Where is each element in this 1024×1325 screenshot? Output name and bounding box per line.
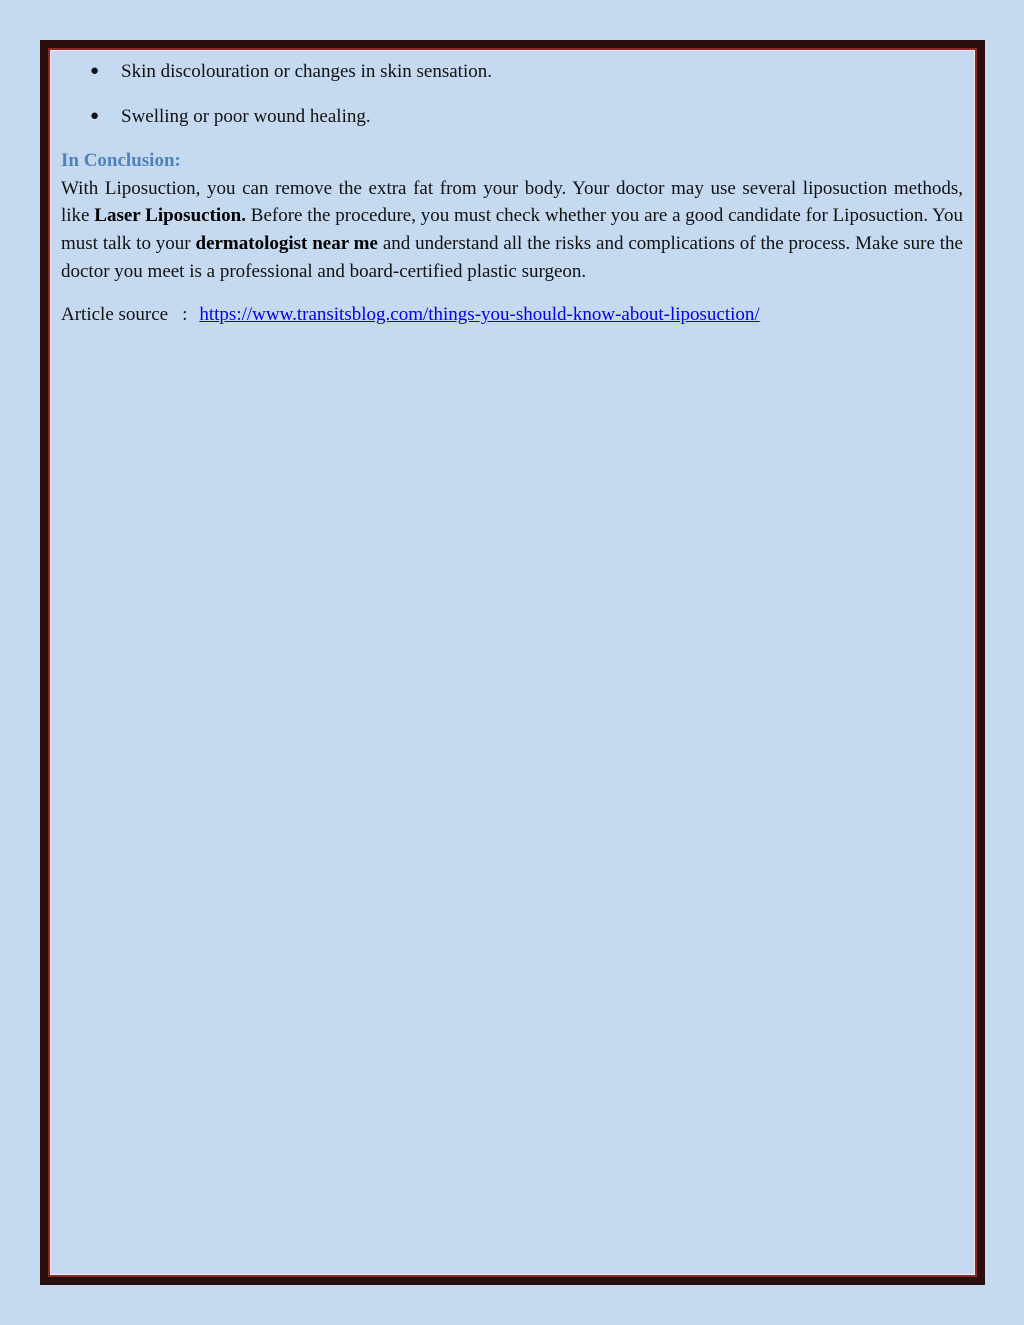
conclusion-paragraph	[61, 175, 963, 285]
paragraph-text: With Liposuction, you can remove the extra fat from your body. Your doctor may use several liposuction methods, like	[61, 177, 963, 227]
bullet-icon: ●	[90, 63, 100, 79]
conclusion-heading: In Conclusion:	[61, 150, 181, 172]
bullet-text: Swelling or poor wound healing.	[121, 105, 371, 127]
document-body	[61, 58, 963, 329]
bullet-icon: ●	[90, 107, 100, 124]
paragraph-text: Before the procedure, you must check whether you are a good candidate for Liposuction. You must talk to your	[61, 205, 963, 254]
article-source	[61, 301, 963, 329]
source-link[interactable]: https://www.transitsblog.com/things-you-should-know-about-liposuction/	[199, 304, 760, 326]
bold-term-laser-liposuction: Laser Liposuction.	[94, 205, 246, 227]
paragraph-text: and understand all the risks and complications of the process. Make sure the doctor you meet is a professional and board-certified plastic surgeon.	[61, 232, 963, 282]
bullet-text: Skin discolouration or changes in skin sensation.	[121, 61, 492, 82]
risk-bullet-list	[61, 58, 963, 130]
list-item	[61, 58, 963, 86]
source-label: Article source	[61, 304, 169, 326]
source-separator: :	[182, 304, 188, 326]
bold-term-dermatologist: dermatologist near me	[195, 232, 378, 254]
list-item	[61, 103, 963, 131]
